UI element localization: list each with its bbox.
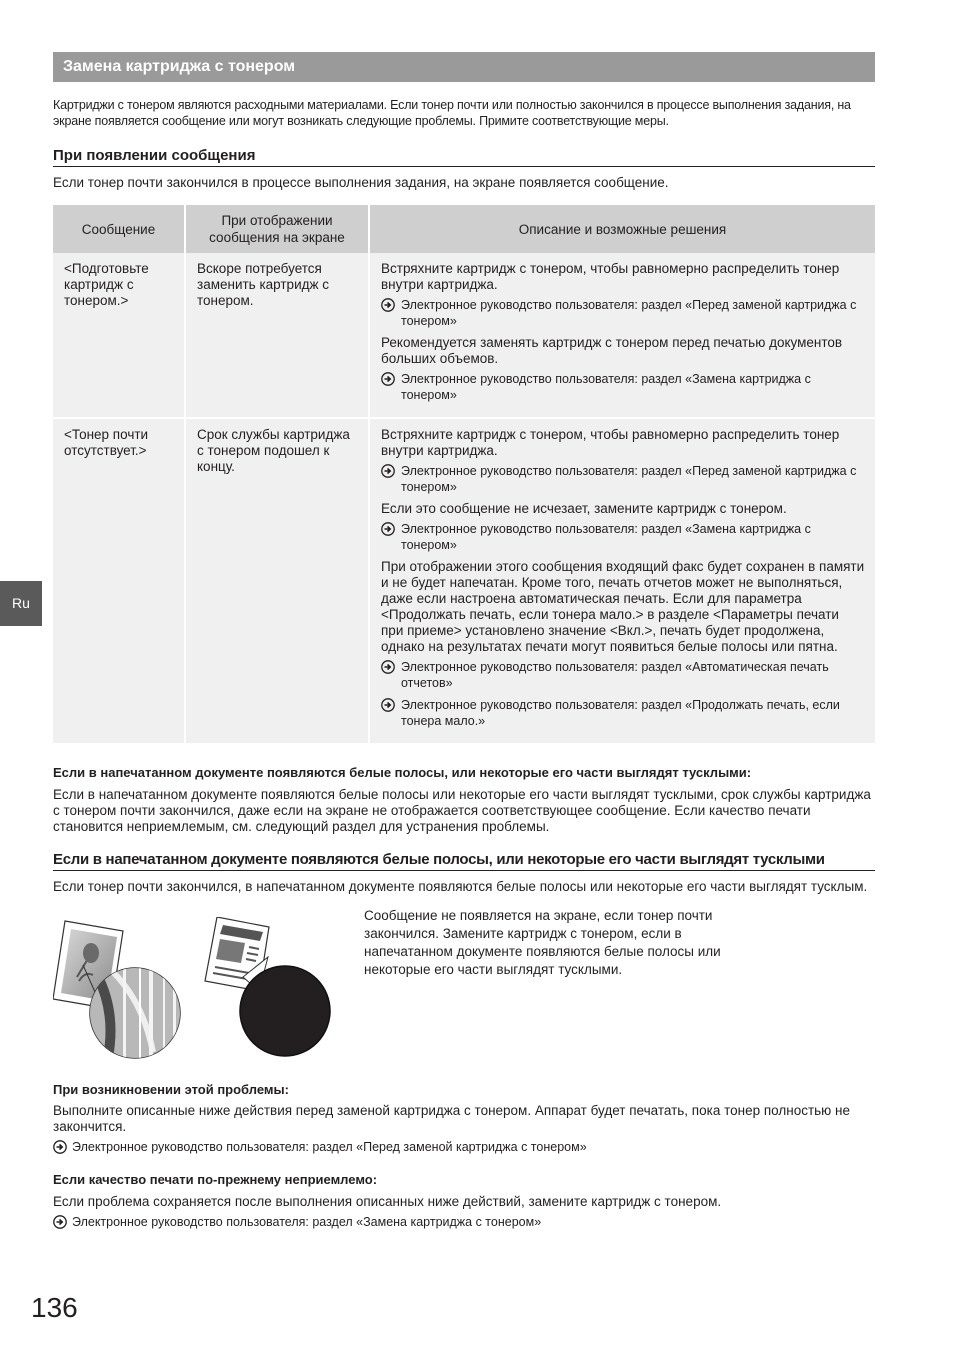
- column-header-solution: Описание и возможные решения: [368, 205, 875, 253]
- manual-reference-text: Электронное руководство пользователя: раздел «Автоматическая печать отчетов»: [401, 660, 829, 690]
- still-heading: Если качество печати по-прежнему неприемлемо:: [53, 1172, 378, 1187]
- faded-section-heading: Если в напечатанном документе появляются белые полосы, или некоторые его части выглядят тусклыми: [53, 851, 875, 871]
- problem-reference: [53, 1139, 875, 1155]
- manual-reference-text: Электронное руководство пользователя: раздел «Перед заменой картриджа с тонером»: [401, 464, 857, 494]
- solution-text: Встряхните картридж с тонером, чтобы равномерно распределить тонер внутри картриджа.: [381, 427, 840, 458]
- manual-reference-text: Электронное руководство пользователя: раздел «Замена картриджа с тонером»: [401, 372, 811, 402]
- when-cell: Вскоре потребуется заменить картридж с тонером.: [184, 253, 368, 417]
- page-content: [53, 52, 875, 1230]
- reference-arrow-icon: [381, 522, 395, 536]
- message-cell: <Тонер почти отсутствует.>: [53, 417, 184, 743]
- column-header-when: При отображении сообщения на экране: [184, 205, 368, 253]
- section-title: Замена картриджа с тонером: [53, 52, 875, 82]
- intro-paragraph: Картриджи с тонером являются расходными материалами. Если тонер почти или полностью закончился в процессе выполнения задания, на экране появляется сообщение или могут возникать следующие проблемы. Примите соответствующие меры.: [53, 98, 851, 128]
- problem-text: Выполните описанные ниже действия перед заменой картриджа с тонером. Аппарат будет печатать, пока тонер полностью не закончится.: [53, 1103, 851, 1134]
- solution-text: Если это сообщение не исчезает, замените картридж с тонером.: [381, 501, 787, 516]
- reference-arrow-icon: [53, 1215, 67, 1229]
- solution-cell: [368, 253, 875, 417]
- faded-section-lead: Если тонер почти закончился, в напечатанном документе появляются белые полосы или некоторые его части выглядят тусклым.: [53, 879, 868, 894]
- still-reference-text: Электронное руководство пользователя: раздел «Замена картриджа с тонером»: [72, 1215, 542, 1229]
- manual-reference-text: Электронное руководство пользователя: раздел «Замена картриджа с тонером»: [401, 522, 811, 552]
- faded-note-text: Если в напечатанном документе появляются белые полосы или некоторые его части выглядят тусклыми, срок службы картриджа с тонером почти закончился, даже если на экране не отображается соответствующее сообщение. Если качество печати становится неприемлемым, см. следующий раздел для устранения проблемы.: [53, 787, 871, 834]
- still-text: Если проблема сохраняется после выполнения описанных ниже действий, замените картридж с тонером.: [53, 1194, 722, 1209]
- manual-reference-text: Электронное руководство пользователя: раздел «Продолжать печать, если тонера мало.»: [401, 698, 840, 728]
- reference-arrow-icon: [53, 1140, 67, 1154]
- reference-arrow-icon: [381, 464, 395, 478]
- faded-stripes-zoom-icon: [89, 967, 181, 1067]
- problem-heading: При возникновении этой проблемы:: [53, 1082, 289, 1097]
- message-table: [53, 205, 875, 743]
- solution-text: Рекомендуется заменять картридж с тонером перед печатью документов больших объемов.: [381, 335, 843, 366]
- faded-figure-row: [53, 907, 875, 1082]
- message-cell: <Подготовьте картридж с тонером.>: [53, 253, 184, 417]
- table-row: [53, 253, 875, 417]
- reference-arrow-icon: [381, 372, 395, 386]
- problem-reference-text: Электронное руководство пользователя: раздел «Перед заменой картриджа с тонером»: [72, 1140, 587, 1154]
- reference-arrow-icon: [381, 298, 395, 312]
- manual-reference-text: Электронное руководство пользователя: раздел «Перед заменой картриджа с тонером»: [401, 298, 857, 328]
- manual-reference: [381, 521, 865, 553]
- manual-reference: [381, 697, 865, 729]
- message-section-lead: Если тонер почти закончился в процессе выполнения задания, на экране появляется сообщение.: [53, 175, 669, 190]
- solution-cell: [368, 417, 875, 743]
- manual-reference: [381, 463, 865, 495]
- faded-print-illustration: [53, 917, 343, 1067]
- reference-arrow-icon: [381, 660, 395, 674]
- still-reference: [53, 1214, 875, 1230]
- language-tab: Ru: [0, 581, 42, 626]
- page-number: 136: [31, 1292, 78, 1323]
- faded-note-heading: Если в напечатанном документе появляются белые полосы, или некоторые его части выглядят тусклыми:: [53, 765, 752, 780]
- table-row: [53, 417, 875, 743]
- when-cell: Срок службы картриджа с тонером подошел к концу.: [184, 417, 368, 743]
- manual-reference: [381, 297, 865, 329]
- solution-text: При отображении этого сообщения входящий факс будет сохранен в памяти и не будет напечатан. Кроме того, печать отчетов может не выполняться, даже если настроена автоматическая печать. Если для параметра <Продолжать печать, если тонера мало.> в разделе <Параметры печати при приеме> установлено значение <Вкл.>, печать будет продолжена, однако на результатах печати могут появиться белые полосы или пятна.: [381, 559, 865, 654]
- column-header-message: Сообщение: [53, 205, 184, 253]
- message-section-heading: При появлении сообщения: [53, 147, 875, 167]
- solution-text: Встряхните картридж с тонером, чтобы равномерно распределить тонер внутри картриджа.: [381, 261, 840, 292]
- manual-reference: [381, 371, 865, 403]
- dark-zoom-icon: [240, 966, 330, 1056]
- reference-arrow-icon: [381, 698, 395, 712]
- figure-caption: Сообщение не появляется на экране, если тонер почти закончился. Замените картридж с тонером, если в напечатанном документе появляются белые полосы или некоторые его части выглядят тусклыми.: [364, 908, 721, 977]
- manual-reference: [381, 659, 865, 691]
